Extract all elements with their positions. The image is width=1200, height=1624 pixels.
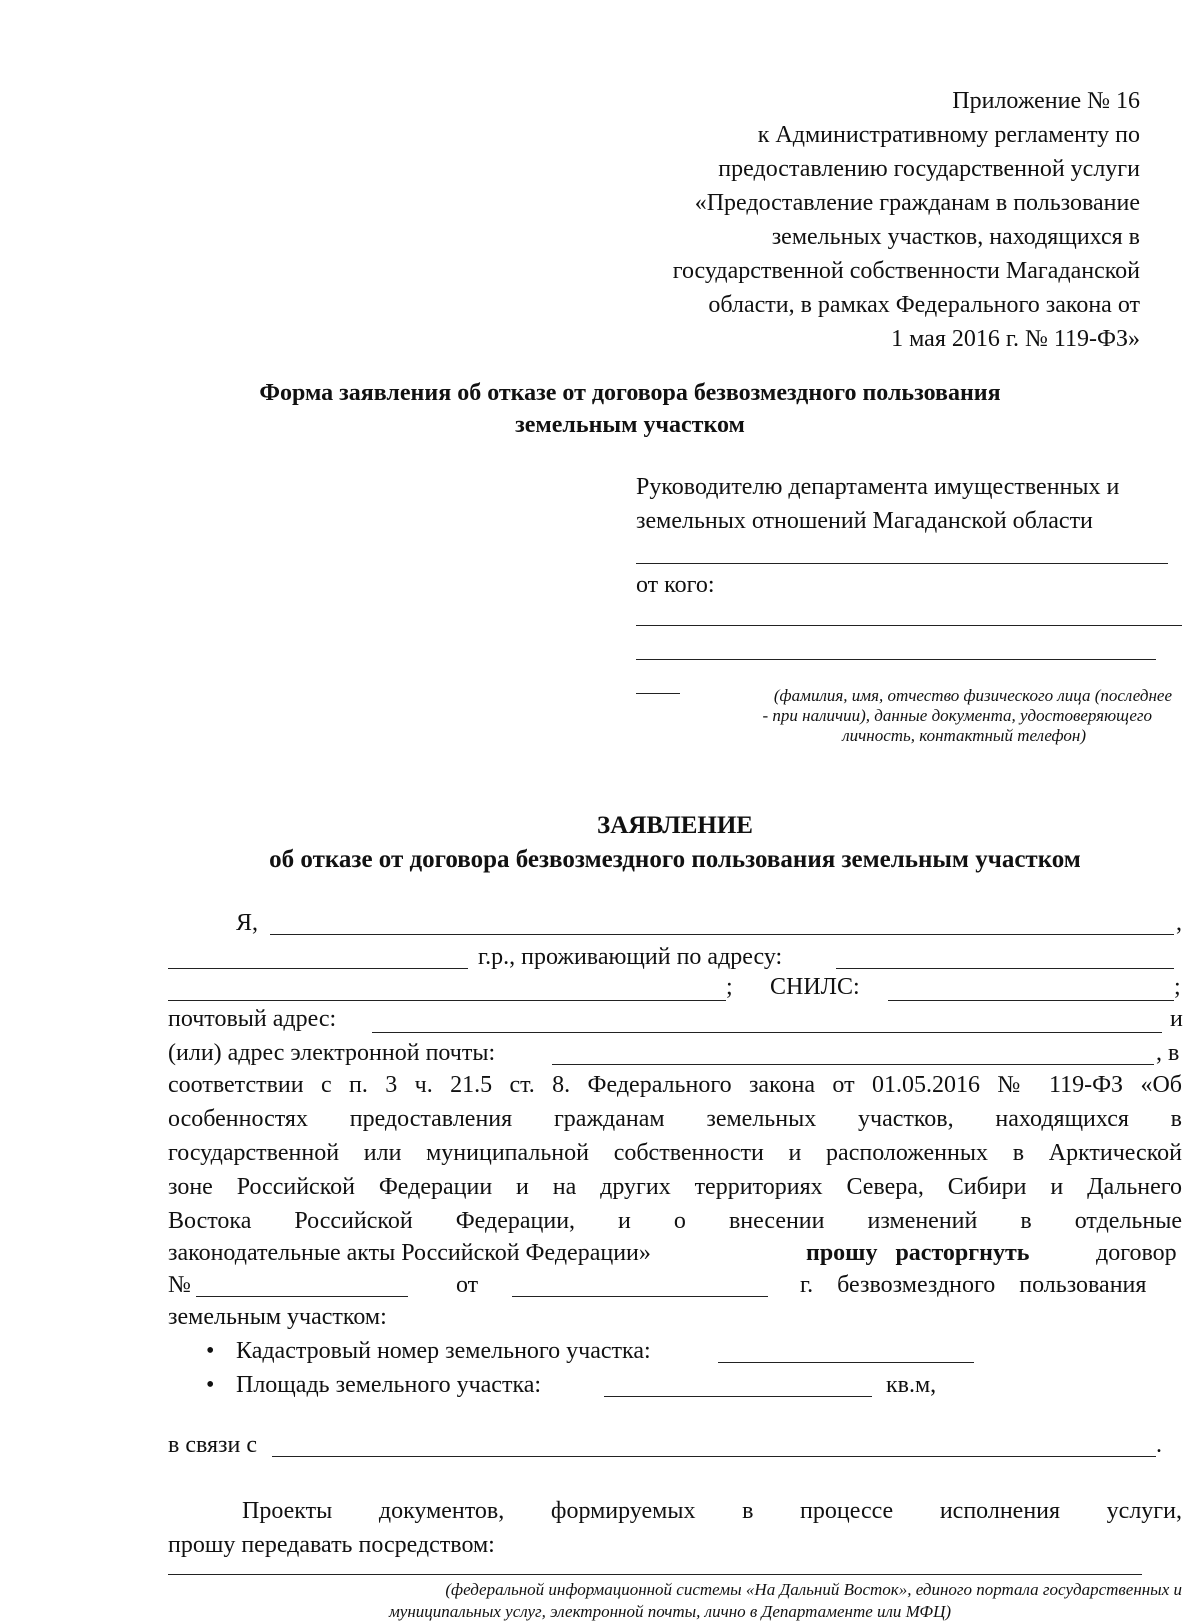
comma: , — [1176, 910, 1182, 936]
projects-line2: прошу передавать посредством: — [168, 1532, 495, 1558]
contract-number-field-line — [196, 1296, 408, 1297]
contract-date-field-line — [512, 1296, 768, 1297]
reason-label: в связи с — [168, 1432, 258, 1458]
bullet-dot: • — [206, 1372, 215, 1398]
cadastral-label: Кадастровый номер земельного участка: — [236, 1338, 651, 1364]
paragraph-line: земельным участком: — [168, 1304, 387, 1330]
paragraph-line: особенностях предоставления гражданам земельных участков, находящихся в — [168, 1106, 1182, 1132]
appendix-line: области, в рамках Федерального закона от — [708, 292, 1140, 318]
paragraph-line: зоне Российской Федерации и на других территориях Севера, Сибири и Дальнего — [168, 1174, 1182, 1200]
projects-line1: Проекты документов, формируемых в процессе исполнения услуги, — [242, 1498, 1182, 1524]
semicolon: ; — [1174, 974, 1181, 1000]
appendix-line: 1 мая 2016 г. № 119-ФЗ» — [891, 326, 1140, 352]
address-field-line — [836, 968, 1174, 969]
gr-label: г.р., проживающий по адресу: — [478, 944, 783, 970]
paragraph-line: Востока Российской Федерации, и о внесении изменений в отдельные — [168, 1208, 1182, 1234]
paragraph-line: соответствии с п. 3 ч. 21.5 ст. 8. Федерального закона от 01.05.2016 № 119-ФЗ «Об — [168, 1072, 1182, 1098]
paragraph-line-start: законодательные акты Российской Федерации» — [168, 1240, 651, 1266]
ot-word: от — [456, 1272, 479, 1298]
paragraph-line-end: договор — [1096, 1240, 1177, 1266]
number-sign: № — [168, 1272, 191, 1298]
area-field-line — [604, 1396, 872, 1397]
birthdate-field-line — [168, 968, 468, 969]
snils-field-line — [888, 1000, 1174, 1001]
postal-label: почтовый адрес: — [168, 1006, 337, 1032]
from-line-2 — [636, 659, 1156, 660]
addressee-name-line — [636, 563, 1168, 564]
statement-title: ЗАЯВЛЕНИЕ — [597, 812, 753, 839]
appendix-line: «Предоставление гражданам в пользование — [694, 190, 1140, 216]
semicolon: ; — [726, 974, 733, 1000]
footer-hint-line2: муниципальных услуг, электронной почты, лично в Департаменте или МФЦ) — [388, 1602, 952, 1621]
statement-subtitle: об отказе от договора безвозмездного пользования земельным участком — [269, 846, 1081, 873]
cadastral-field-line — [718, 1362, 974, 1363]
delivery-method-field-line — [168, 1574, 1142, 1575]
appendix-line: государственной собственности Магаданской — [672, 258, 1140, 284]
from-line-1 — [636, 625, 1182, 626]
comma-v: , в — [1156, 1040, 1180, 1066]
addressee-line2: земельных отношений Магаданской области — [636, 508, 1093, 534]
and-word: и — [1170, 1006, 1183, 1032]
bullet-dot: • — [206, 1338, 215, 1364]
appendix-line: земельных участков, находящихся в — [771, 224, 1140, 250]
addressee-hint-line2: - при наличии), данные документа, удостоверяющего — [762, 706, 1152, 725]
reason-field-line — [272, 1456, 1156, 1457]
area-label: Площадь земельного участка: — [236, 1372, 542, 1398]
footer-hint-line1: (федеральной информационной системы «На Дальний Восток», единого портала государственных и — [445, 1580, 1182, 1599]
addressee-hint-line3: личность, контактный телефон) — [842, 726, 1086, 745]
email-label: (или) адрес электронной почты: — [168, 1040, 496, 1066]
addressee-line1: Руководителю департамента имущественных и — [636, 474, 1120, 500]
address-cont-field-line — [168, 1000, 726, 1001]
form-title-line1: Форма заявления об отказе от договора безвозмездного пользования — [259, 380, 1001, 406]
appendix-line: Приложение № 16 — [952, 88, 1140, 114]
ya-label: Я, — [236, 910, 259, 936]
contract-type-text: г. безвозмездного пользования — [800, 1272, 1147, 1298]
snils-label: СНИЛС: — [770, 974, 860, 1000]
form-title-line2: земельным участком — [515, 412, 745, 438]
from-label: от кого: — [636, 572, 715, 598]
fio-field-line — [270, 934, 1174, 935]
appendix-line: предоставлению государственной услуги — [718, 156, 1140, 182]
email-field-line — [552, 1064, 1154, 1065]
request-terminate-bold: прошу расторгнуть — [806, 1240, 1030, 1266]
from-line-3 — [636, 693, 680, 694]
addressee-hint-line1: (фамилия, имя, отчество физического лица (последнее — [773, 686, 1172, 705]
period: . — [1156, 1432, 1162, 1458]
sq-m-label: кв.м, — [886, 1372, 937, 1398]
postal-field-line — [372, 1032, 1162, 1033]
paragraph-line: государственной или муниципальной собственности и расположенных в Арктической — [168, 1140, 1182, 1166]
appendix-line: к Административному регламенту по — [757, 122, 1140, 148]
